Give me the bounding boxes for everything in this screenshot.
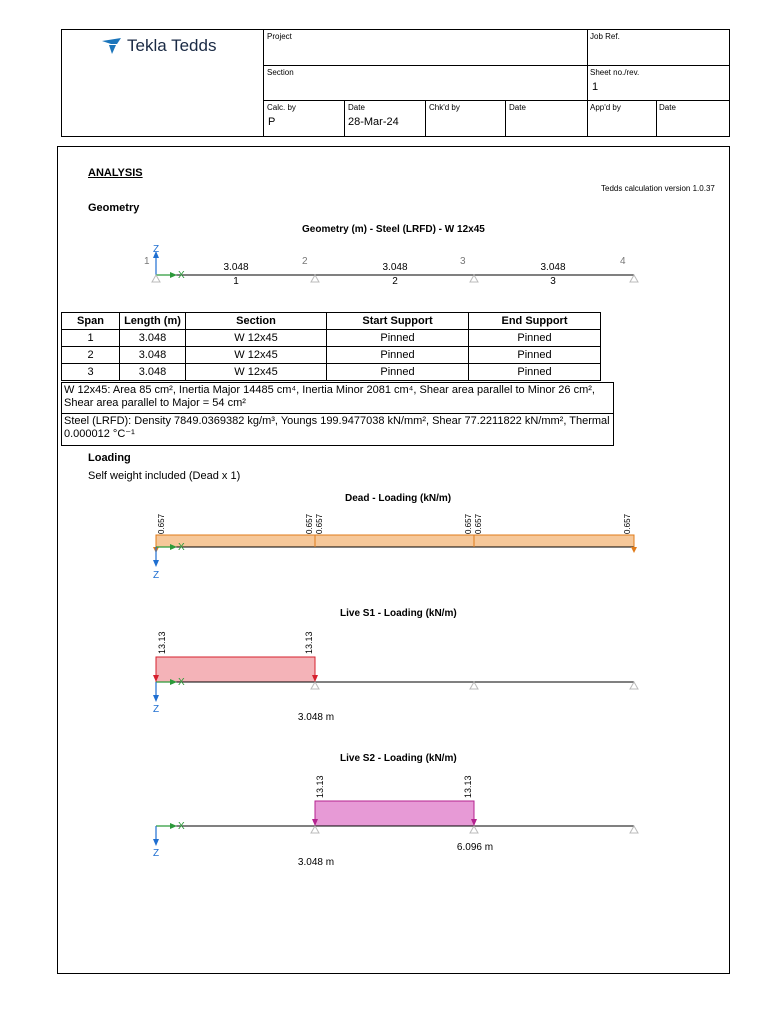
z-axis-arrow-icon <box>153 695 159 702</box>
node-label: 2 <box>302 256 308 267</box>
dead-load-value: 0.657 <box>623 513 632 534</box>
date-label: Date <box>348 103 365 112</box>
live-s2-end-label: 6.096 m <box>456 842 494 853</box>
z-axis-label: Z <box>153 570 160 581</box>
approved-by-label: App'd by <box>590 103 621 112</box>
dead-load-value: 0.657 <box>474 513 483 534</box>
date2-label: Date <box>509 103 526 112</box>
support-icon <box>152 275 160 282</box>
z-axis-arrow-icon <box>153 560 159 567</box>
table-cell: Pinned <box>469 364 601 381</box>
loading-heading: Loading <box>88 452 131 464</box>
analysis-heading: ANALYSIS <box>88 167 143 179</box>
table-cell: 3.048 <box>120 330 186 347</box>
project-label: Project <box>267 32 292 41</box>
live-s1-title: Live S1 - Loading (kN/m) <box>340 608 457 619</box>
column-header: Length (m) <box>120 313 186 330</box>
table-cell: W 12x45 <box>186 330 327 347</box>
column-header: End Support <box>469 313 601 330</box>
table-row <box>62 330 601 347</box>
live-s2-value: 13.13 <box>315 775 325 798</box>
live-s1-diagram <box>140 620 650 730</box>
x-axis-arrow-icon <box>170 272 177 278</box>
dead-load-band <box>156 535 634 547</box>
live-s2-load-band <box>315 801 474 826</box>
span-id-label: 3 <box>550 276 556 287</box>
loading-note: Self weight included (Dead x 1) <box>88 470 241 482</box>
dead-load-value: 0.657 <box>315 513 324 534</box>
calc-by-value: P <box>268 116 276 128</box>
x-axis-label: X <box>178 677 185 688</box>
column-header: Section <box>186 313 327 330</box>
support-icon <box>470 275 478 282</box>
node-label: 3 <box>460 256 466 267</box>
calc-by-label: Calc. by <box>267 103 296 112</box>
table-cell: Pinned <box>469 330 601 347</box>
span-length-label: 3.048 <box>223 262 249 273</box>
x-axis-label: X <box>178 270 185 281</box>
support-icon <box>630 682 638 689</box>
geometry-heading: Geometry <box>88 202 140 214</box>
job-ref-label: Job Ref. <box>590 32 620 41</box>
section-properties: W 12x45: Area 85 cm², Inertia Major 14485 cm⁴, Inertia Minor 2081 cm⁴, Shear area parallel to Minor 26 cm², Shear area parallel to Major = 54 cm² <box>61 382 614 414</box>
table-cell: 2 <box>62 347 120 364</box>
table-cell: 3 <box>62 364 120 381</box>
tekla-logo-icon <box>102 38 122 54</box>
span-id-label: 1 <box>233 276 239 287</box>
table-header-row <box>62 313 601 330</box>
date3-label: Date <box>659 103 676 112</box>
live-s2-start-label: 3.048 m <box>297 857 335 868</box>
title-block <box>61 29 730 137</box>
node-label: 4 <box>620 256 626 267</box>
live-s1-value: 13.13 <box>157 631 167 654</box>
load-arrow-icon <box>631 547 637 553</box>
x-axis-label: X <box>178 542 185 553</box>
table-cell: 1 <box>62 330 120 347</box>
table-cell: 3.048 <box>120 364 186 381</box>
support-icon <box>311 826 319 833</box>
table-cell: Pinned <box>469 347 601 364</box>
dead-load-value: 0.657 <box>305 513 314 534</box>
table-cell: Pinned <box>327 347 469 364</box>
table-cell: W 12x45 <box>186 364 327 381</box>
live-s2-value: 13.13 <box>463 775 473 798</box>
z-axis-label: Z <box>153 244 160 255</box>
z-axis-label: Z <box>153 848 160 859</box>
table-row <box>62 364 601 381</box>
dead-load-title: Dead - Loading (kN/m) <box>345 493 452 504</box>
x-axis-label: X <box>178 821 185 832</box>
node-label: 1 <box>144 256 150 267</box>
column-header: Start Support <box>327 313 469 330</box>
x-axis-arrow-icon <box>170 823 177 829</box>
sheet-value: 1 <box>592 81 599 93</box>
tedds-logo <box>102 36 216 56</box>
live-s2-title: Live S2 - Loading (kN/m) <box>340 753 457 764</box>
support-icon <box>470 682 478 689</box>
support-icon <box>630 275 638 282</box>
logo-text: Tekla Tedds <box>127 36 217 55</box>
table-row <box>62 347 601 364</box>
table-cell: W 12x45 <box>186 347 327 364</box>
span-length-label: 3.048 <box>382 262 408 273</box>
table-cell: 3.048 <box>120 347 186 364</box>
material-properties: Steel (LRFD): Density 7849.0369382 kg/m³, Youngs 199.9477038 kN/mm², Shear 77.2211822 kN/mm², Thermal 0.000012 °C⁻¹ <box>61 413 614 446</box>
column-header: Span <box>62 313 120 330</box>
live-s1-end-label: 3.048 m <box>297 712 335 723</box>
support-icon <box>470 826 478 833</box>
table-cell: Pinned <box>327 330 469 347</box>
support-icon <box>630 826 638 833</box>
span-table <box>61 312 601 381</box>
table-cell: Pinned <box>327 364 469 381</box>
sheet-label: Sheet no./rev. <box>590 68 640 77</box>
dead-load-value: 0.657 <box>157 513 166 534</box>
dead-load-diagram <box>140 505 650 585</box>
date-value: 28-Mar-24 <box>348 116 399 128</box>
geometry-title: Geometry (m) - Steel (LRFD) - W 12x45 <box>302 224 485 235</box>
support-icon <box>311 275 319 282</box>
version-text: Tedds calculation version 1.0.37 <box>601 184 715 193</box>
span-length-label: 3.048 <box>540 262 566 273</box>
live-s1-value: 13.13 <box>304 631 314 654</box>
z-axis-label: Z <box>153 704 160 715</box>
section-label: Section <box>267 68 294 77</box>
span-id-label: 2 <box>392 276 398 287</box>
checked-by-label: Chk'd by <box>429 103 460 112</box>
z-axis-arrow-icon <box>153 839 159 846</box>
support-icon <box>311 682 319 689</box>
live-s2-diagram <box>140 765 650 875</box>
geometry-diagram <box>140 238 650 288</box>
dead-load-value: 0.657 <box>464 513 473 534</box>
